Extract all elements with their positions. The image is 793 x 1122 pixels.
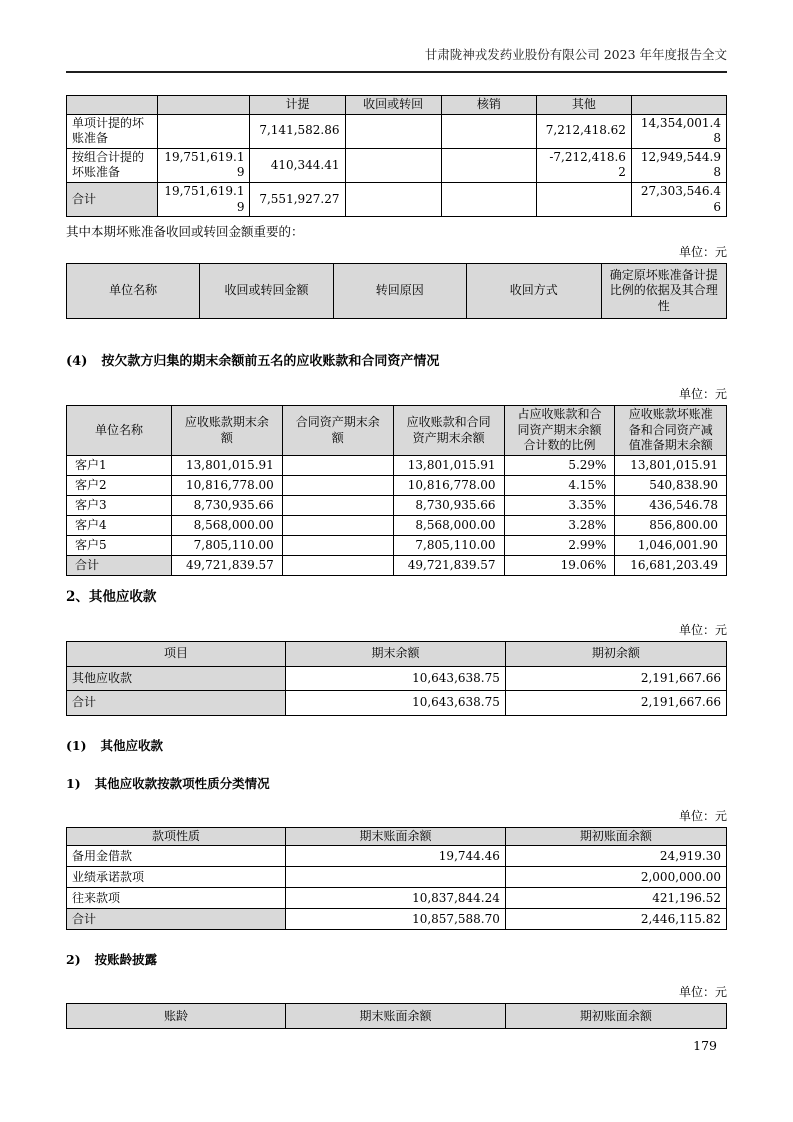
table-header-row <box>67 827 727 846</box>
row-label-cell: 按组合计提的坏账准备 <box>67 148 158 182</box>
row-label-cell: 客户2 <box>67 475 172 495</box>
recovery-detail-table <box>66 263 727 319</box>
header-cell: 款项性质 <box>67 827 286 846</box>
amount-cell: 19,751,619.19 <box>158 182 250 216</box>
amount-cell: 24,919.30 <box>505 846 726 867</box>
table-row <box>67 114 727 148</box>
amount-cell <box>282 475 393 495</box>
amount-cell: 13,801,015.91 <box>393 455 504 475</box>
table-row <box>67 148 727 182</box>
table-header-row <box>67 96 727 115</box>
amount-cell: 2,191,667.66 <box>505 666 726 691</box>
amount-cell: 13,801,015.91 <box>615 455 727 475</box>
amount-cell <box>158 114 250 148</box>
header-cell: 合同资产期末余额 <box>282 406 393 456</box>
header-cell: 期末余额 <box>286 641 506 666</box>
table-row <box>67 867 727 888</box>
section4-heading <box>66 353 727 370</box>
sub1-number: (1) <box>66 737 87 753</box>
amount-cell: 19,751,619.19 <box>158 148 250 182</box>
header-cell: 收回方式 <box>466 264 601 319</box>
header-cell <box>158 96 250 115</box>
provision-change-table <box>66 95 727 217</box>
sub1-heading <box>66 737 727 754</box>
amount-cell: 2,446,115.82 <box>505 909 726 930</box>
sub1-title: 其他应收款 <box>100 737 164 753</box>
table-row <box>67 495 727 515</box>
amount-cell: 8,730,935.66 <box>393 495 504 515</box>
table-row <box>67 846 727 867</box>
amount-cell: 7,141,582.86 <box>250 114 345 148</box>
header-cell: 计提 <box>250 96 345 115</box>
table-header-row <box>67 641 727 666</box>
table-row <box>67 666 727 691</box>
aging-heading <box>66 951 727 968</box>
amount-cell: 10,816,778.00 <box>393 475 504 495</box>
table-header-row <box>67 264 727 319</box>
amount-cell: 421,196.52 <box>505 888 726 909</box>
amount-cell: 8,568,000.00 <box>171 515 282 535</box>
percent-cell: 2.99% <box>504 535 615 555</box>
amount-cell: 8,730,935.66 <box>171 495 282 515</box>
header-cell <box>67 96 158 115</box>
percent-cell: 3.35% <box>504 495 615 515</box>
amount-cell: 10,837,844.24 <box>286 888 506 909</box>
total-row <box>67 691 727 716</box>
row-label-cell: 单项计提的坏账准备 <box>67 114 158 148</box>
header-cell: 单位名称 <box>67 264 200 319</box>
amount-cell: 7,805,110.00 <box>171 535 282 555</box>
aging-title: 按账龄披露 <box>94 952 158 968</box>
amount-cell <box>345 182 441 216</box>
row-label-cell: 往来款项 <box>67 888 286 909</box>
amount-cell: 8,568,000.00 <box>393 515 504 535</box>
header-cell: 占应收账款和合同资产期末余额合计数的比例 <box>504 406 615 456</box>
unit-label: 单位：元 <box>678 387 727 402</box>
amount-cell <box>441 182 536 216</box>
total-row <box>67 555 727 575</box>
amount-cell <box>536 182 631 216</box>
amount-cell: 27,303,546.46 <box>631 182 726 216</box>
amount-cell: 13,801,015.91 <box>171 455 282 475</box>
unit-label: 单位：元 <box>678 622 727 637</box>
amount-cell <box>345 148 441 182</box>
row-label-cell: 合计 <box>67 691 286 716</box>
amount-cell <box>282 515 393 535</box>
amount-cell: 856,800.00 <box>615 515 727 535</box>
amount-cell: 12,949,544.98 <box>631 148 726 182</box>
header-cell: 应收账款坏账准备和合同资产减值准备期末余额 <box>615 406 727 456</box>
header-cell: 应收账款和合同资产期末余额 <box>393 406 504 456</box>
amount-cell <box>282 535 393 555</box>
percent-cell: 19.06% <box>504 555 615 575</box>
header-cell: 期末账面余额 <box>286 1004 506 1029</box>
row-label-cell: 客户1 <box>67 455 172 475</box>
aging-table <box>66 1003 727 1029</box>
header-cell <box>631 96 726 115</box>
header-cell: 期末账面余额 <box>286 827 506 846</box>
percent-cell: 3.28% <box>504 515 615 535</box>
amount-cell: 410,344.41 <box>250 148 345 182</box>
table-row <box>67 515 727 535</box>
percent-cell: 4.15% <box>504 475 615 495</box>
row-label-cell: 客户4 <box>67 515 172 535</box>
row-label-cell: 备用金借款 <box>67 846 286 867</box>
amount-cell: 16,681,203.49 <box>615 555 727 575</box>
table-header-row <box>67 1004 727 1029</box>
table-row <box>67 535 727 555</box>
row-label-cell: 合计 <box>67 909 286 930</box>
amount-cell: 10,816,778.00 <box>171 475 282 495</box>
amount-cell: 10,643,638.75 <box>286 691 506 716</box>
unit-label: 单位：元 <box>678 808 727 823</box>
header-cell: 项目 <box>67 641 286 666</box>
header-cell: 转回原因 <box>333 264 466 319</box>
row-label-cell: 业绩承诺款项 <box>67 867 286 888</box>
amount-cell: 540,838.90 <box>615 475 727 495</box>
nature-heading <box>66 775 727 792</box>
total-row <box>67 182 727 216</box>
unit-label: 单位：元 <box>678 985 727 1000</box>
other-receivables-heading: 2、其他应收款 <box>66 588 157 605</box>
top5-receivables-table <box>66 405 727 576</box>
other-receivables-summary-table <box>66 641 727 716</box>
header-cell: 期初账面余额 <box>505 827 726 846</box>
aging-number: 2) <box>66 952 81 968</box>
amount-cell <box>345 114 441 148</box>
nature-title: 其他应收款按款项性质分类情况 <box>94 775 270 791</box>
amount-cell <box>282 495 393 515</box>
amount-cell: 1,046,001.90 <box>615 535 727 555</box>
amount-cell: 2,191,667.66 <box>505 691 726 716</box>
amount-cell: 10,643,638.75 <box>286 666 506 691</box>
header-cell: 期初余额 <box>505 641 726 666</box>
amount-cell <box>282 555 393 575</box>
amount-cell: 7,551,927.27 <box>250 182 345 216</box>
nature-classification-table <box>66 827 727 931</box>
row-label-cell: 合计 <box>67 182 158 216</box>
section4-title: 按欠款方归集的期末余额前五名的应收账款和合同资产情况 <box>101 354 440 370</box>
unit-label: 单位：元 <box>678 245 727 260</box>
amount-cell: 2,000,000.00 <box>505 867 726 888</box>
header-cell: 账龄 <box>67 1004 286 1029</box>
row-label-cell: 合计 <box>67 555 172 575</box>
amount-cell: 7,805,110.00 <box>393 535 504 555</box>
table-row <box>67 475 727 495</box>
amount-cell: 49,721,839.57 <box>171 555 282 575</box>
amount-cell: 7,212,418.62 <box>536 114 631 148</box>
amount-cell: -7,212,418.62 <box>536 148 631 182</box>
table-header-row <box>67 406 727 456</box>
row-label-cell: 客户3 <box>67 495 172 515</box>
doc-header-title: 甘肃陇神戎发药业股份有限公司 2023 年年度报告全文 <box>66 46 727 73</box>
amount-cell: 10,857,588.70 <box>286 909 506 930</box>
total-row <box>67 909 727 930</box>
header-cell: 其他 <box>536 96 631 115</box>
amount-cell: 436,546.78 <box>615 495 727 515</box>
row-label-cell: 客户5 <box>67 535 172 555</box>
header-cell: 应收账款期末余额 <box>171 406 282 456</box>
amount-cell: 19,744.46 <box>286 846 506 867</box>
amount-cell: 49,721,839.57 <box>393 555 504 575</box>
note-important-recovery: 其中本期坏账准备收回或转回金额重要的： <box>66 224 304 240</box>
header-cell: 收回或转回 <box>345 96 441 115</box>
header-cell: 确定原坏账准备计提比例的依据及其合理性 <box>601 264 726 319</box>
header-cell: 收回或转回金额 <box>200 264 333 319</box>
table-row <box>67 455 727 475</box>
header-cell: 期初账面余额 <box>505 1004 726 1029</box>
nature-number: 1) <box>66 775 81 791</box>
header-cell: 单位名称 <box>67 406 172 456</box>
amount-cell <box>282 455 393 475</box>
amount-cell: 14,354,001.48 <box>631 114 726 148</box>
section4-number: (4) <box>66 354 88 370</box>
amount-cell <box>441 114 536 148</box>
amount-cell <box>286 867 506 888</box>
percent-cell: 5.29% <box>504 455 615 475</box>
page-number: 179 <box>693 1038 717 1053</box>
amount-cell <box>441 148 536 182</box>
header-cell: 核销 <box>441 96 536 115</box>
table-row <box>67 888 727 909</box>
row-label-cell: 其他应收款 <box>67 666 286 691</box>
